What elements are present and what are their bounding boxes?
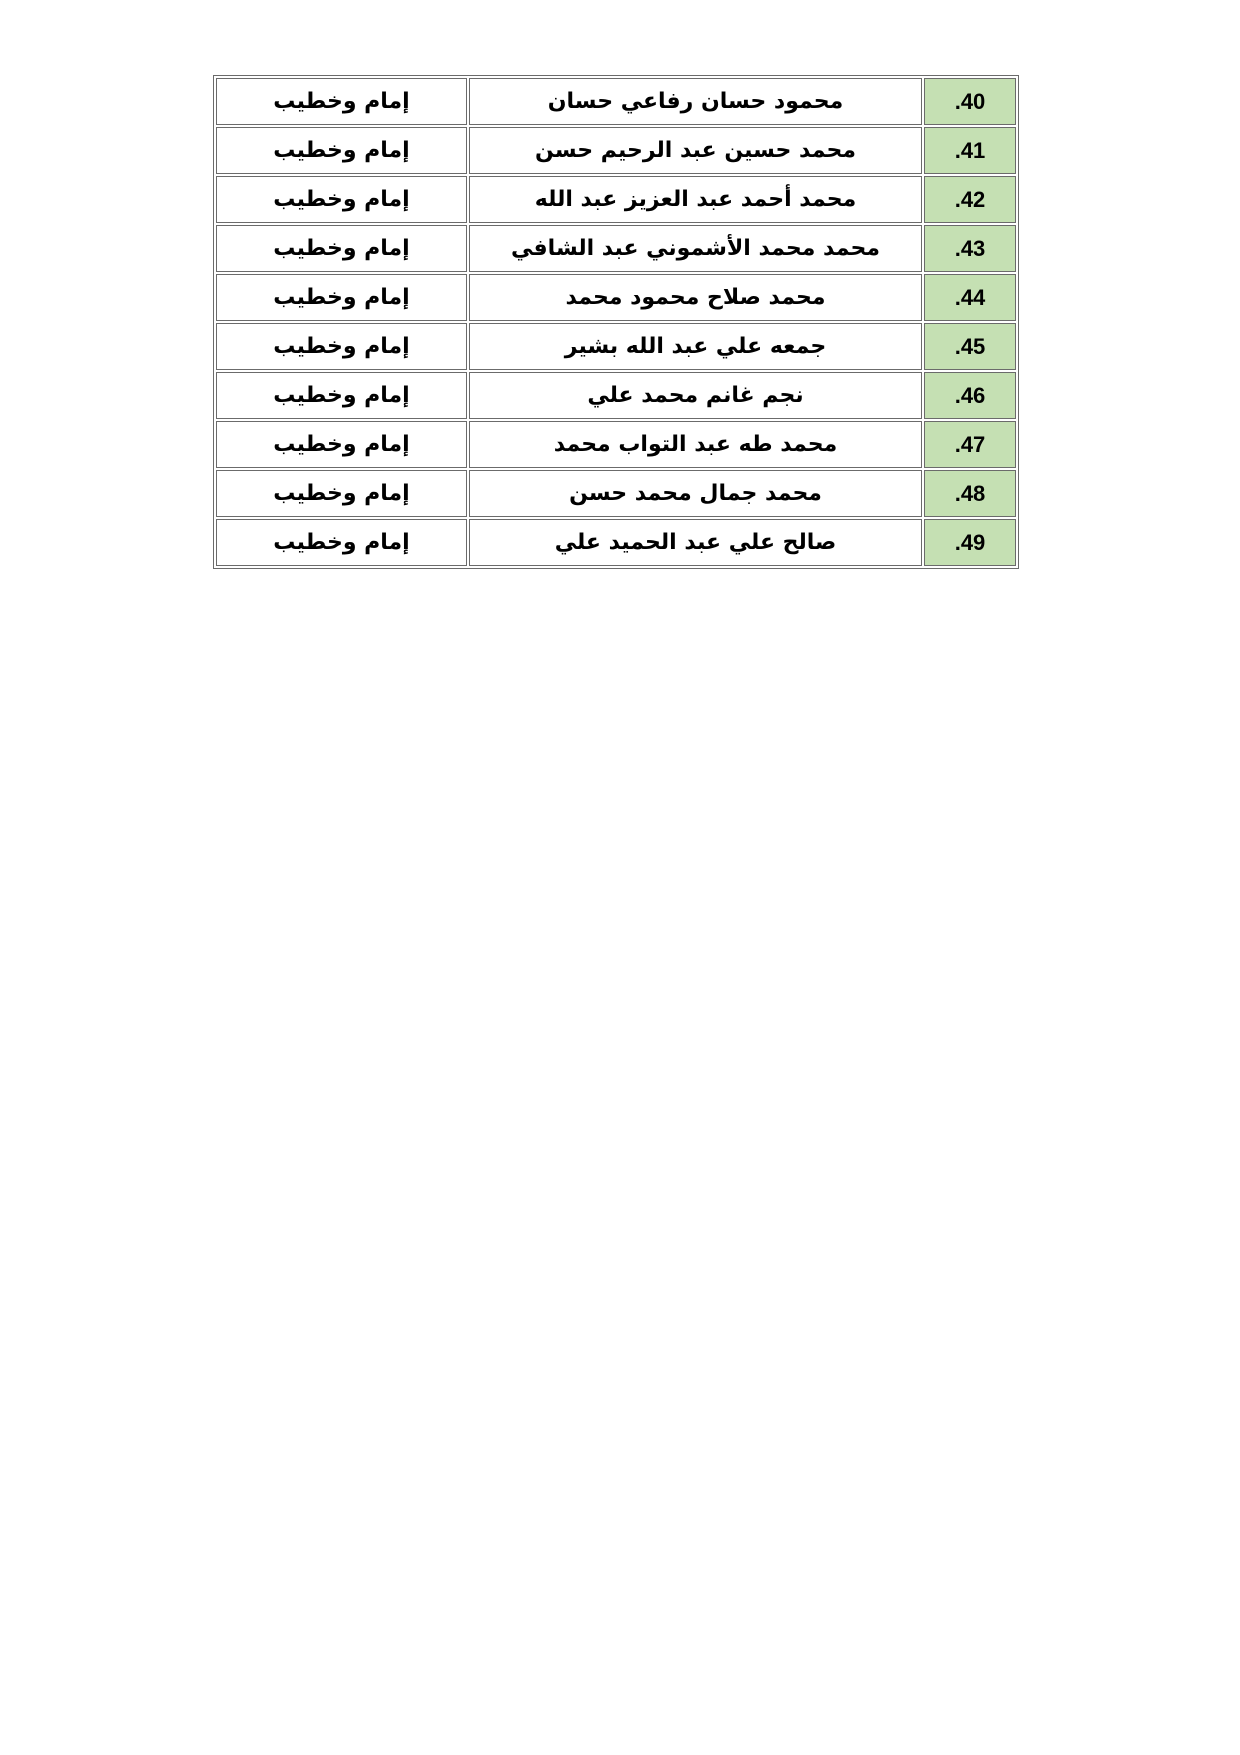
row-number-cell	[924, 470, 1016, 517]
row-number-cell	[924, 519, 1016, 566]
row-number: 44.	[954, 284, 986, 310]
row-number-cell	[924, 323, 1016, 370]
role-cell: إمام وخطيب	[216, 127, 467, 174]
row-number: 45.	[954, 333, 986, 359]
table-row	[216, 176, 1016, 223]
row-number-cell	[924, 176, 1016, 223]
row-number-cell	[924, 372, 1016, 419]
row-number: 46.	[954, 382, 986, 408]
person-name-cell: محمد صلاح محمود محمد	[469, 274, 922, 321]
role-cell: إمام وخطيب	[216, 323, 467, 370]
table-row	[216, 323, 1016, 370]
person-name-cell: محمد طه عبد التواب محمد	[469, 421, 922, 468]
row-number: 48.	[954, 480, 986, 506]
table-row	[216, 372, 1016, 419]
row-number: 49.	[954, 529, 986, 555]
row-number: 43.	[954, 235, 986, 261]
person-name-cell: صالح علي عبد الحميد علي	[469, 519, 922, 566]
role-cell: إمام وخطيب	[216, 421, 467, 468]
row-number-cell	[924, 78, 1016, 125]
row-number: 40.	[954, 88, 986, 114]
role-cell: إمام وخطيب	[216, 78, 467, 125]
row-number: 41.	[954, 137, 986, 163]
table-row	[216, 470, 1016, 517]
row-number-cell	[924, 274, 1016, 321]
row-number: 42.	[954, 186, 986, 212]
table-row	[216, 519, 1016, 566]
row-number-cell	[924, 421, 1016, 468]
person-name-cell: محمود حسان رفاعي حسان	[469, 78, 922, 125]
role-cell: إمام وخطيب	[216, 372, 467, 419]
row-number: 47.	[954, 431, 986, 457]
role-cell: إمام وخطيب	[216, 225, 467, 272]
person-name-cell: محمد أحمد عبد العزيز عبد الله	[469, 176, 922, 223]
imam-roster-table	[213, 75, 1019, 569]
role-cell: إمام وخطيب	[216, 470, 467, 517]
role-cell: إمام وخطيب	[216, 519, 467, 566]
row-number-cell	[924, 127, 1016, 174]
person-name-cell: نجم غانم محمد علي	[469, 372, 922, 419]
role-cell: إمام وخطيب	[216, 176, 467, 223]
person-name-cell: محمد جمال محمد حسن	[469, 470, 922, 517]
table-row	[216, 225, 1016, 272]
roster-table-body	[216, 78, 1016, 566]
person-name-cell: محمد محمد الأشموني عبد الشافي	[469, 225, 922, 272]
table-row	[216, 78, 1016, 125]
role-cell: إمام وخطيب	[216, 274, 467, 321]
person-name-cell: جمعه علي عبد الله بشير	[469, 323, 922, 370]
table-row	[216, 274, 1016, 321]
person-name-cell: محمد حسين عبد الرحيم حسن	[469, 127, 922, 174]
table-row	[216, 421, 1016, 468]
table-row	[216, 127, 1016, 174]
row-number-cell	[924, 225, 1016, 272]
